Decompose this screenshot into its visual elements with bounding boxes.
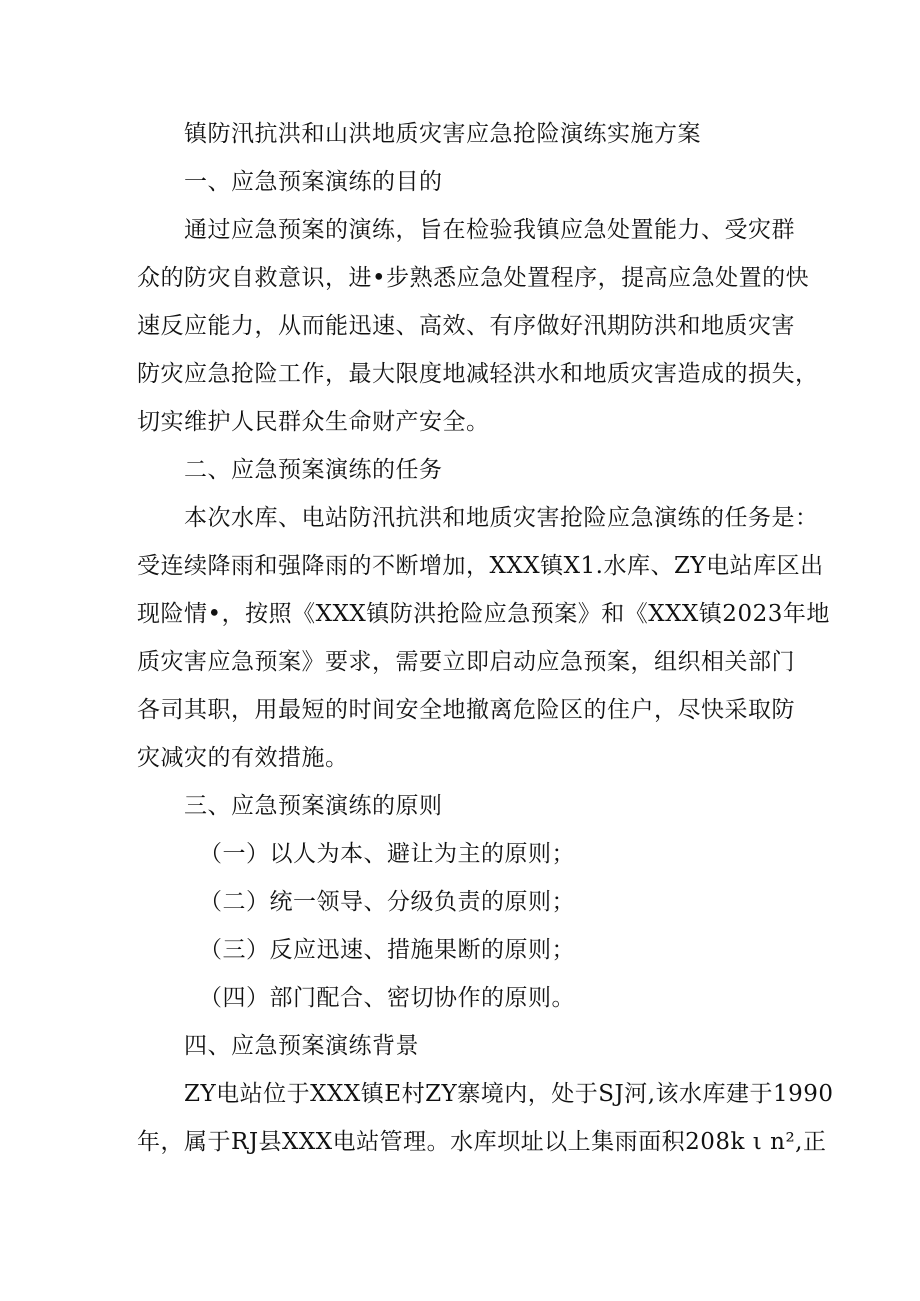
section-heading: 三、应急预案演练的原则 xyxy=(184,793,443,819)
paragraph-line: ZY电站位于XXX镇E村ZY寨境内，处于SJ河,该水库建于1990 xyxy=(184,1081,834,1107)
paragraph-line: 防灾应急抢险工作，最大限度地减轻洪水和地质灾害造成的损失， xyxy=(137,361,819,387)
paragraph-line: 通过应急预案的演练，旨在检验我镇应急处置能力、受灾群 xyxy=(184,217,795,243)
section-heading: 四、应急预案演练背景 xyxy=(184,1033,419,1059)
paragraph-line: 本次水库、电站防汛抗洪和地质灾害抢险应急演练的任务是： xyxy=(184,505,819,531)
paragraph-line: 速反应能力，从而能迅速、高效、有序做好汛期防洪和地质灾害 xyxy=(137,313,795,339)
list-item: （四）部门配合、密切协作的原则。 xyxy=(199,985,575,1011)
paragraph-line: 灾减灾的有效措施。 xyxy=(137,745,349,771)
list-item: （三）反应迅速、措施果断的原则； xyxy=(199,937,575,963)
paragraph-line: 切实维护人民群众生命财产安全。 xyxy=(137,409,490,435)
paragraph-line: 质灾害应急预案》要求，需要立即启动应急预案，组织相关部门 xyxy=(137,649,795,675)
paragraph-line: 受连续降雨和强降雨的不断增加，XXX镇X1.水库、ZY电站库区出 xyxy=(137,553,824,579)
document-title: 镇防汛抗洪和山洪地质灾害应急抢险演练实施方案 xyxy=(184,121,701,147)
section-heading: 二、应急预案演练的任务 xyxy=(184,457,443,483)
paragraph-line: 众的防灾自救意识，进•步熟悉应急处置程序，提高应急处置的快 xyxy=(137,265,810,291)
paragraph-line: 各司其职，用最短的时间安全地撤离危险区的住户，尽快采取防 xyxy=(137,697,795,723)
list-item: （一）以人为本、避让为主的原则； xyxy=(199,841,575,867)
document-body xyxy=(137,110,834,1166)
section-heading: 一、应急预案演练的目的 xyxy=(184,169,443,195)
paragraph-line: 年，属于RJ县XXX电站管理。水库坝址以上集雨面积208k ι n²,正 xyxy=(137,1129,827,1155)
paragraph-line: 现险情•，按照《XXX镇防洪抢险应急预案》和《XXX镇2023年地 xyxy=(137,601,830,627)
list-item: （二）统一领导、分级负责的原则； xyxy=(199,889,575,915)
